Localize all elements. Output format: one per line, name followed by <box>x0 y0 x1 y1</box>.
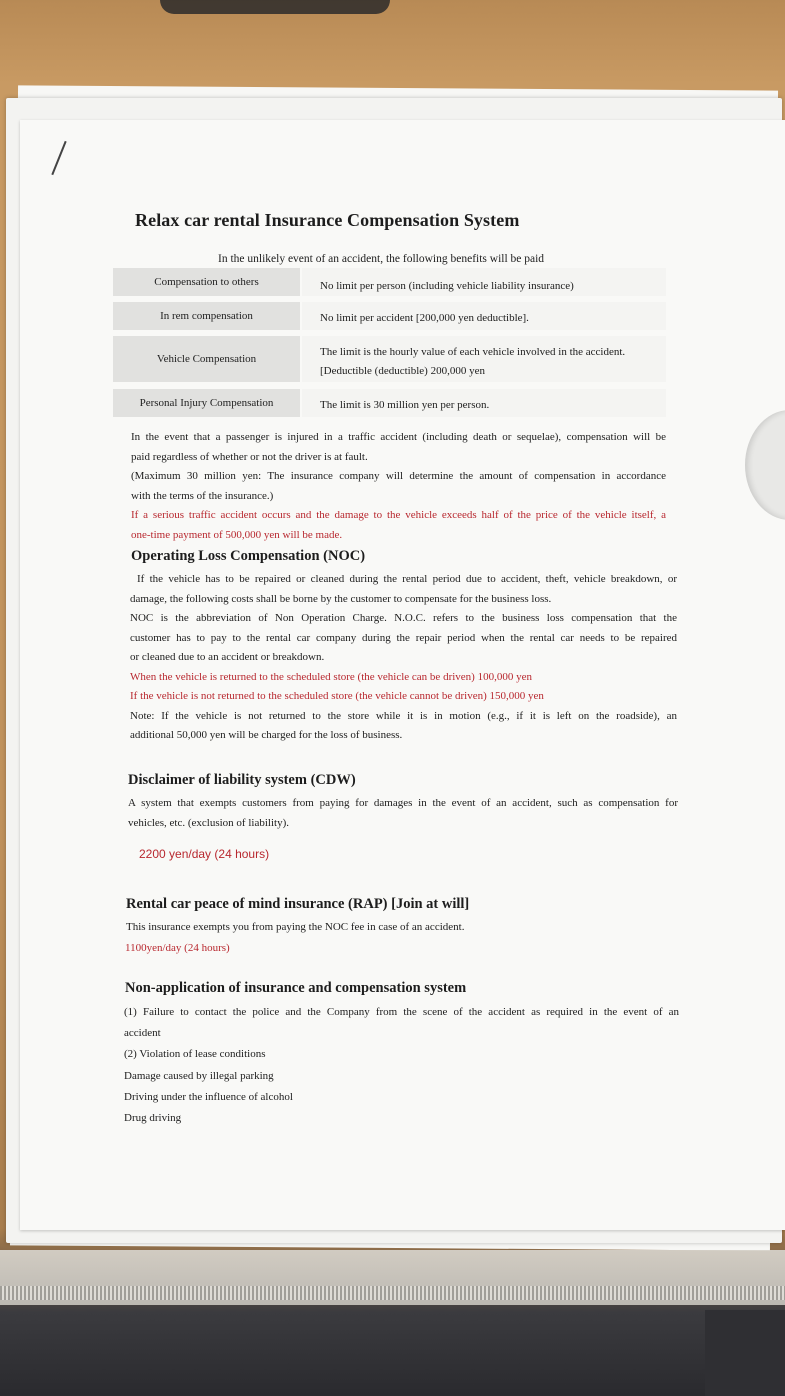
table-label: Personal Injury Compensation <box>113 389 300 417</box>
document-title: Relax car rental Insurance Compensation System <box>135 210 520 230</box>
table-value: No limit per accident [200,000 yen deductible]. <box>302 302 666 330</box>
table-label: Compensation to others <box>113 268 300 296</box>
rap-heading: Rental car peace of mind insurance (RAP) [Join at will] <box>126 896 470 912</box>
non-application-list: (1) Failure to contact the police and the Company from the scene of the accident as required in the event of an accident (2) Violation of lease conditions Damage caused by illegal parking Driving under the influence of alcohol Drug driving <box>124 1006 679 1125</box>
table-value: The limit is the hourly value of each vehicle involved in the accident. [Deductible (deductible) 200,000 yen <box>302 336 666 382</box>
rap-text: This insurance exempts you from paying the NOC fee in case of an accident. <box>126 921 465 933</box>
cdw-price: 2200 yen/day (24 hours) <box>139 847 270 861</box>
intro-text: In the unlikely event of an accident, the following benefits will be paid <box>218 253 545 265</box>
cdw-paragraph: A system that exempts customers from paying for damages in the event of an accident, such as compensation for vehicles, etc. (exclusion of liability). <box>128 797 678 829</box>
noc-heading: Operating Loss Compensation (NOC) <box>131 548 366 564</box>
non-application-heading: Non-application of insurance and compensation system <box>125 980 467 996</box>
cdw-heading: Disclaimer of liability system (CDW) <box>128 772 356 788</box>
table-label: In rem compensation <box>113 302 300 330</box>
rap-price: 1100yen/day (24 hours) <box>125 942 230 954</box>
table-label: Vehicle Compensation <box>113 336 300 382</box>
injury-paragraph: In the event that a passenger is injured in a traffic accident (including death or sequelae), compensation will be paid regardless of whether or not the driver is at fault. (Maximum 30 million yen: The insurance company will determine the amount of compensation in accordance with the terms of the insurance.) If a serious traffic accident occurs and the damage to the vehicle exceeds half of the price of the vehicle itself, a one-time payment of 500,000 yen will be made. <box>131 431 666 541</box>
table-value: The limit is 30 million yen per person. <box>302 389 666 417</box>
table-value: No limit per person (including vehicle liability insurance) <box>302 268 666 296</box>
noc-paragraph: If the vehicle has to be repaired or cleaned during the rental period due to accident, theft, vehicle breakdown, or damage, the following costs shall be borne by the customer to compensate for the business loss. NOC is the abbreviation of Non Operation Charge. N.O.C. refers to the business loss compensation that the customer has to pay to the rental car company during the repair period when the rental car needs to be repaired or cleaned due to an accident or breakdown. When the vehicle is returned to the scheduled store (the vehicle can be driven) 100,000 yen If the vehicle is not returned to the scheduled store (the vehicle cannot be driven) 150,000 yen Note: If the vehicle is not returned to the store while it is in motion (e.g., if it is left on the roadside), an additional 50,000 yen will be charged for the loss of business. <box>130 573 677 741</box>
